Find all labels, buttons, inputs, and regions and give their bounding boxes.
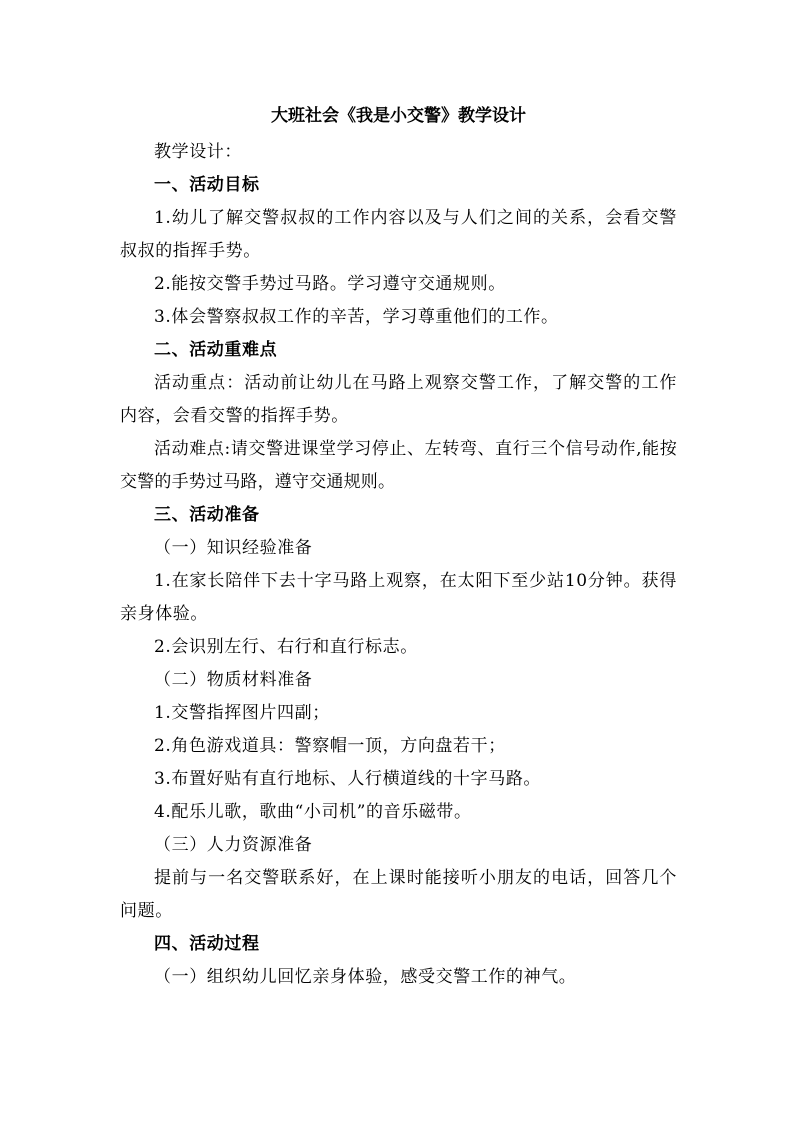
heading-preparation: 三、活动准备 [154, 505, 260, 525]
goal-item-3: 3.体会警察叔叔工作的辛苦，学习尊重他们的工作。 [154, 307, 559, 327]
material-item-2: 2.角色游戏道具：警察帽一顶，方向盘若干； [154, 736, 506, 756]
heading-process: 四、活动过程 [154, 934, 260, 954]
knowledge-item-2: 2.会识别左行、右行和直行标志。 [154, 637, 418, 657]
material-item-3: 3.布置好贴有直行地标、人行横道线的十字马路。 [154, 769, 542, 789]
document-title: 大班社会《我是小交警》教学设计 [271, 106, 526, 126]
subheading-process-1: （一）组织幼儿回忆亲身体验，感受交警工作的神气。 [154, 967, 577, 987]
subheading-materials: （二）物质材料准备 [154, 670, 313, 690]
goal-item-2: 2.能按交警手势过马路。学习遵守交通规则。 [154, 274, 506, 294]
heading-key-points: 二、活动重难点 [154, 340, 278, 360]
difficulty-paragraph: 活动难点:请交警进课堂学习停止、左转弯、直行三个信号动作,能按交警的手势过马路，遵守交通规则。 [120, 439, 677, 492]
subheading-human-resources: （三）人力资源准备 [154, 835, 313, 855]
subheading-knowledge: （一）知识经验准备 [154, 538, 313, 558]
knowledge-item-1: 1.在家长陪伴下去十字马路上观察，在太阳下至少站10分钟。获得亲身体验。 [120, 571, 677, 624]
human-resources-paragraph: 提前与一名交警联系好，在上课时能接听小朋友的电话，回答几个问题。 [120, 868, 677, 921]
goal-item-1: 1.幼儿了解交警叔叔的工作内容以及与人们之间的关系，会看交警叔叔的指挥手势。 [120, 208, 677, 261]
paragraph-intro: 教学设计： [154, 142, 242, 162]
material-item-1: 1.交警指挥图片四副； [154, 703, 330, 723]
material-item-4: 4.配乐儿歌，歌曲“小司机”的音乐磁带。 [154, 802, 472, 822]
heading-goals: 一、活动目标 [154, 175, 260, 195]
key-point-paragraph: 活动重点：活动前让幼儿在马路上观察交警工作，了解交警的工作内容，会看交警的指挥手势。 [120, 373, 677, 426]
